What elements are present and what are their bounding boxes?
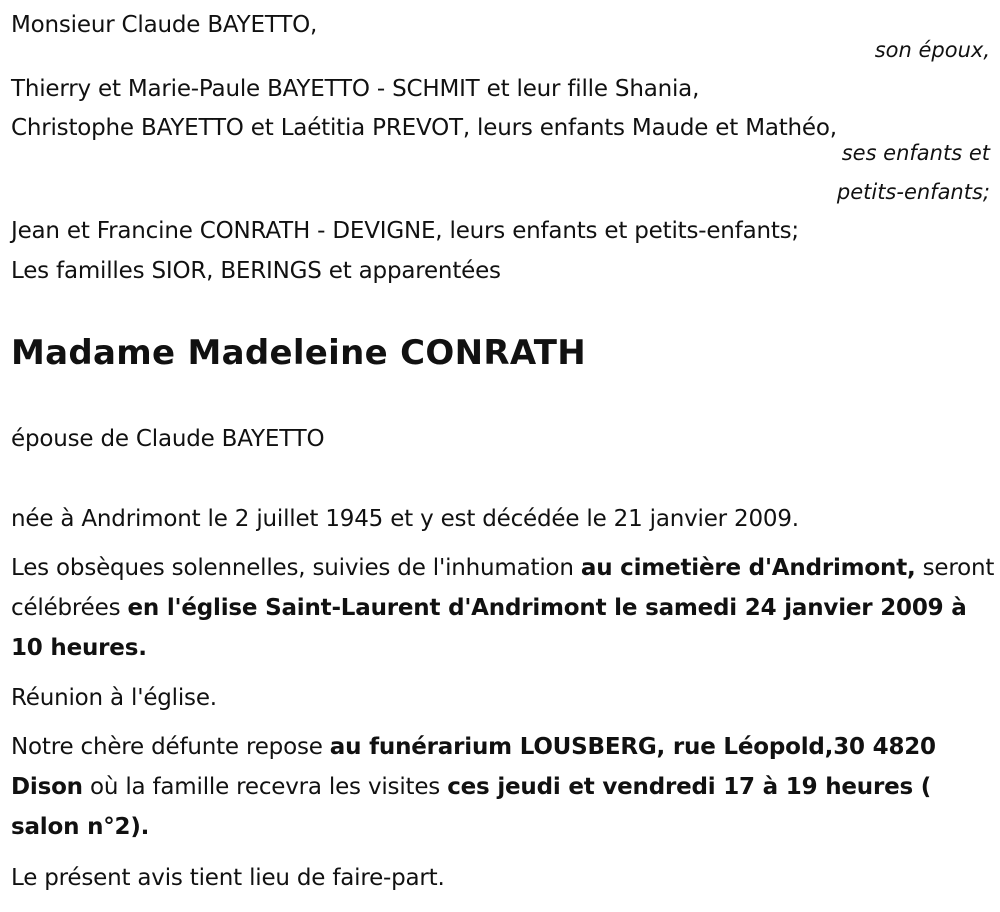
funeral-church-date: en l'église Saint-Laurent d'Andrimont le samedi 24 janvier 2009 à 10 heures. [11,595,967,661]
meeting-line: Réunion à l'église. [11,685,217,711]
child-1: Thierry et Marie-Paule BAYETTO - SCHMIT et leur fille Shania, [11,76,700,102]
families-line: Les familles SIOR, BERINGS et apparentées [11,258,501,284]
funeral-middle: seront célébrées [11,555,995,621]
funeral-paragraph [11,548,996,668]
child-2: Christophe BAYETTO et Laétitia PREVOT, leurs enfants Maude et Mathéo, [11,115,837,141]
visitation-location: au funérarium LOUSBERG, rue Léopold,30 4820 Dison [11,734,936,800]
birth-death-line: née à Andrimont le 2 juillet 1945 et y est décédée le 21 janvier 2009. [11,506,799,532]
deceased-name: Madame Madeleine CONRATH [11,333,587,373]
siblings-line: Jean et Francine CONRATH - DEVIGNE, leurs enfants et petits-enfants; [11,218,799,244]
children-role-line-1: ses enfants et [841,141,990,165]
spouse-of-line: épouse de Claude BAYETTO [11,426,325,452]
visitation-middle: où la famille recevra les visites [82,774,448,800]
spouse-name: Monsieur Claude BAYETTO, [11,12,318,38]
closing-line: Le présent avis tient lieu de faire-part. [11,865,445,891]
funeral-intro: Les obsèques solennelles, suivies de l'inhumation [11,555,581,581]
children-role-line-2: petits-enfants; [836,180,990,204]
funeral-cemetery: au cimetière d'Andrimont, [580,555,916,581]
spouse-role: son époux, [874,38,990,62]
visitation-intro: Notre chère défunte repose [11,734,330,760]
visitation-paragraph [11,727,996,847]
visitation-times: ces jeudi et vendredi 17 à 19 heures ( salon n°2). [11,774,932,840]
